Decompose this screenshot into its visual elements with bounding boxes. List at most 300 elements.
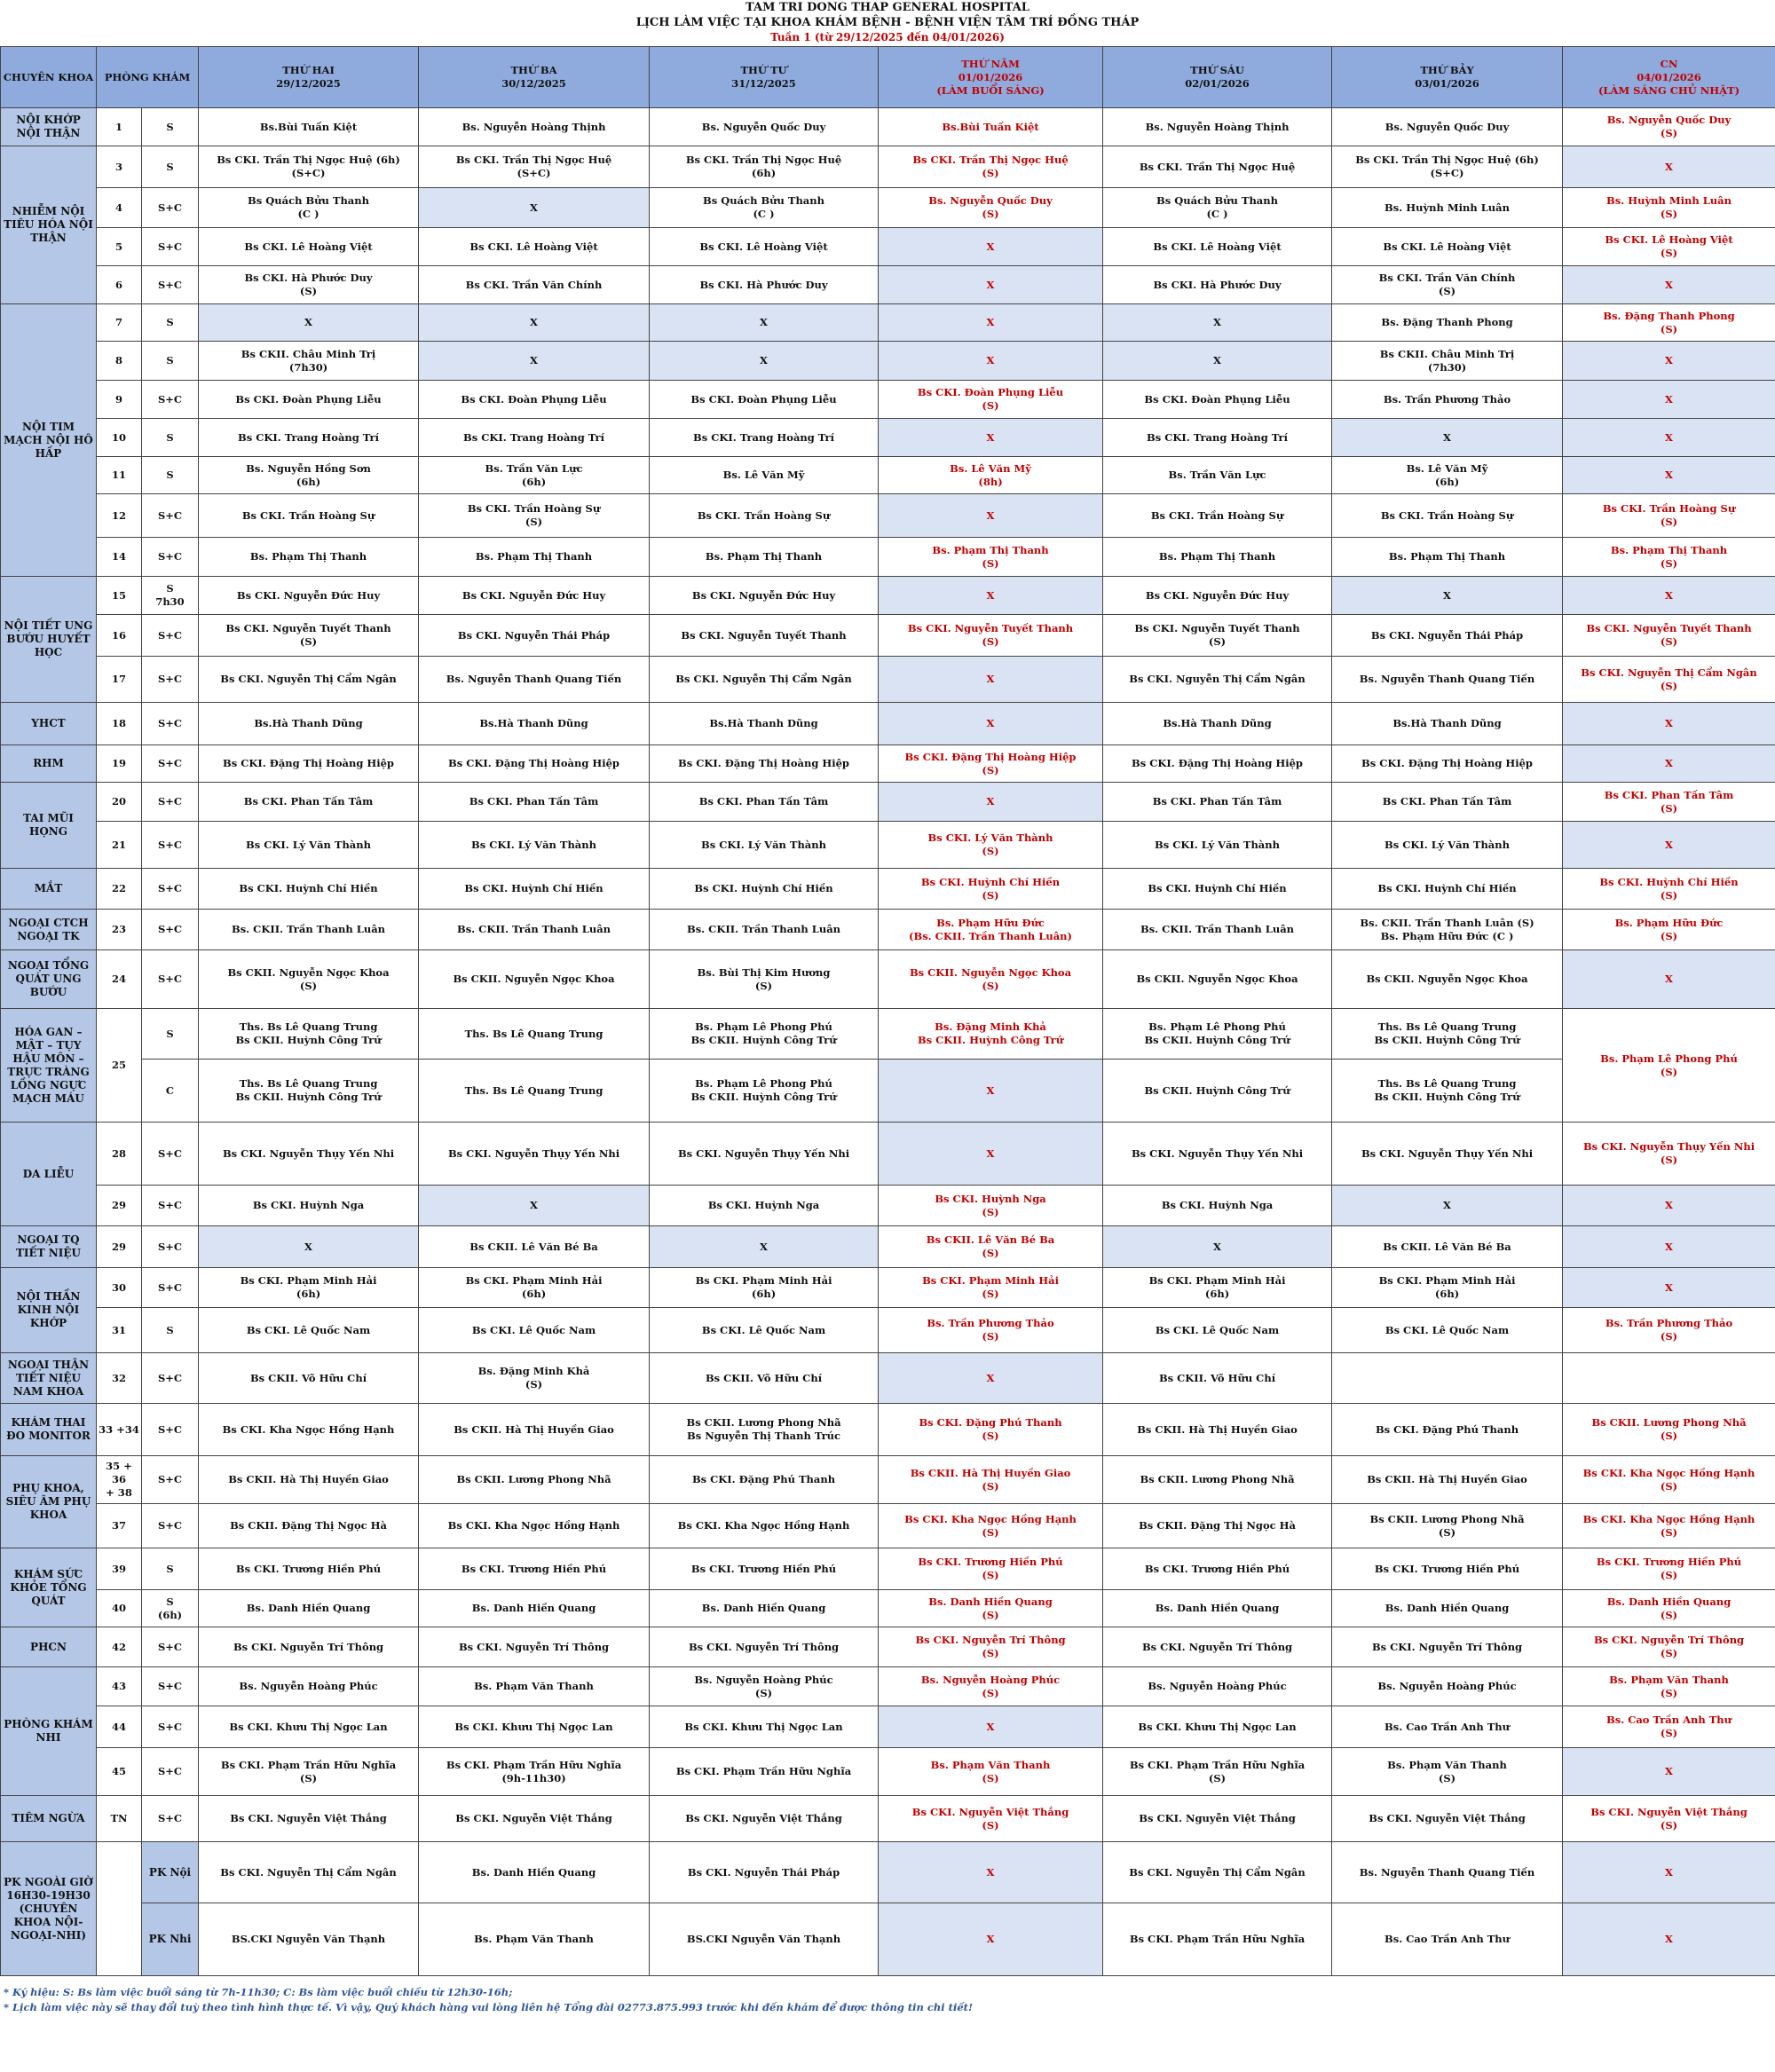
- doctor-cell: Bs CKI. Phạm Trần Hữu Nghĩa: [1103, 1903, 1332, 1976]
- shift-cell: S+C: [142, 494, 199, 538]
- col-day-2: [650, 47, 879, 108]
- doctor-cell: Bs CKII. Hà Thị Huyền Giao: [1332, 1456, 1563, 1504]
- doctor-cell: Bs CKI. Lê Quốc Nam: [199, 1308, 419, 1353]
- doctor-cell: Bs CKI. Kha Ngọc Hồng Hạnh (S): [1563, 1456, 1775, 1504]
- doctor-cell: Bs CKII. Lê Văn Bé Ba (S): [879, 1226, 1103, 1268]
- doctor-cell: Bs. CKII. Trần Thanh Luân: [199, 910, 419, 950]
- doctor-cell: Bs CKI. Trang Hoàng Trí: [199, 419, 419, 457]
- doctor-cell: Bs CKI. Huỳnh Chí Hiền: [1332, 869, 1563, 910]
- specialty-cell: PHỤ KHOA, SIÊU ÂM PHỤ KHOA: [1, 1456, 97, 1548]
- doctor-cell: Bs CKI. Trần Thị Ngọc Huệ (S+C): [419, 146, 650, 188]
- doctor-cell: Bs CKI. Phạm Minh Hải (6h): [199, 1268, 419, 1308]
- doctor-cell: Bs CKI. Khưu Thị Ngọc Lan: [650, 1706, 879, 1748]
- doctor-cell: Bs CKI. Nguyễn Thị Cẩm Ngân: [199, 657, 419, 703]
- doctor-cell: Bs. Phạm Thị Thanh: [419, 538, 650, 577]
- off-cell: X: [879, 703, 1103, 745]
- doctor-cell: Bs. Đặng Thanh Phong: [1332, 304, 1563, 342]
- shift-cell: S+C: [142, 1456, 199, 1504]
- room-cell: 45: [97, 1748, 142, 1796]
- off-cell: X: [1332, 1186, 1563, 1226]
- doctor-cell: Bs. Phạm Thị Thanh: [650, 538, 879, 577]
- doctor-cell: Bs. Trần Phương Thảo: [1332, 381, 1563, 419]
- doctor-cell: Ths. Bs Lê Quang Trung Bs CKII. Huỳnh Công Trứ: [1332, 1060, 1563, 1123]
- table-row: [1, 1226, 1775, 1268]
- shift-cell: S: [142, 304, 199, 342]
- day-name: THỨ TƯ: [740, 64, 787, 76]
- doctor-cell: Bs CKI. Trang Hoàng Trí: [650, 419, 879, 457]
- doctor-cell: Ths. Bs Lê Quang Trung Bs CKII. Huỳnh Công Trứ: [199, 1060, 419, 1123]
- room-cell: 3: [97, 146, 142, 188]
- doctor-cell: Bs. Nguyễn Thanh Quang Tiến: [419, 657, 650, 703]
- doctor-cell: Bs. Nguyễn Hồng Sơn (6h): [199, 457, 419, 494]
- off-cell: X: [1332, 577, 1563, 615]
- table-row: [1, 457, 1775, 494]
- shift-cell: S+C: [142, 910, 199, 950]
- doctor-cell: Bs CKII. Lương Phong Nhã (S): [1563, 1404, 1775, 1456]
- doctor-cell: Bs CKI. Nguyễn Thái Pháp: [650, 1842, 879, 1903]
- doctor-cell: Bs. Huỳnh Minh Luân: [1332, 188, 1563, 228]
- doctor-cell: Bs CKII. Lương Phong Nhã: [1103, 1456, 1332, 1504]
- doctor-cell: Bs CKI. Đặng Thị Hoàng Hiệp: [1332, 745, 1563, 783]
- doctor-cell: Bs. Phạm Văn Thanh: [419, 1667, 650, 1706]
- doctor-cell: Bs CKI. Phạm Trần Hữu Nghĩa (S): [199, 1748, 419, 1796]
- doctor-cell: Bs CKI. Lê Quốc Nam: [419, 1308, 650, 1353]
- off-cell: X: [419, 304, 650, 342]
- doctor-cell: Bs CKII. Nguyễn Ngọc Khoa (S): [199, 950, 419, 1009]
- doctor-cell: Bs. Danh Hiền Quang: [1103, 1590, 1332, 1627]
- shift-cell: S: [142, 108, 199, 146]
- doctor-cell: Bs CKI. Kha Ngọc Hồng Hạnh: [419, 1504, 650, 1548]
- doctor-cell: Bs CKI. Nguyễn Đức Huy: [419, 577, 650, 615]
- room-cell: 28: [97, 1123, 142, 1186]
- shift-cell: S+C: [142, 950, 199, 1009]
- day-date: 04/01/2026: [1637, 70, 1701, 83]
- page-header: [0, 0, 1775, 46]
- doctor-cell: Bs. Nguyễn Hoàng Thịnh: [1103, 108, 1332, 146]
- doctor-cell: Bs. Phạm Lê Phong Phú (S): [1563, 1009, 1775, 1123]
- doctor-cell: Bs CKI. Huỳnh Chí Hiền: [650, 869, 879, 910]
- table-row: [1, 228, 1775, 266]
- doctor-cell: Bs CKI. Trần Thị Ngọc Huệ: [1103, 146, 1332, 188]
- room-cell: 24: [97, 950, 142, 1009]
- doctor-cell: Bs CKI. Huỳnh Chí Hiền: [419, 869, 650, 910]
- doctor-cell: Bs CKI. Đặng Thị Hoàng Hiệp: [199, 745, 419, 783]
- col-day-5: [1332, 47, 1563, 108]
- schedule-table: [0, 46, 1775, 1976]
- doctor-cell: Bs. Nguyễn Hoàng Thịnh: [419, 108, 650, 146]
- doctor-cell: Bs CKI. Nguyễn Tuyết Thanh: [650, 615, 879, 657]
- legend-note: * Ký hiệu: S: Bs làm việc buổi sáng từ 7h-11h30; C: Bs làm việc buổi chiều từ 12h30-16h;: [4, 1986, 513, 1998]
- doctor-cell: Bs CKI. Nguyễn Thị Cẩm Ngân (S): [1563, 657, 1775, 703]
- doctor-cell: Bs CKI. Phạm Trần Hữu Nghĩa (9h-11h30): [419, 1748, 650, 1796]
- doctor-cell: Bs CKI. Lê Quốc Nam: [1103, 1308, 1332, 1353]
- specialty-cell: RHM: [1, 745, 97, 783]
- doctor-cell: Bs. Danh Hiền Quang (S): [1563, 1590, 1775, 1627]
- off-cell: X: [1563, 703, 1775, 745]
- off-cell: X: [879, 577, 1103, 615]
- doctor-cell: Bs.Hà Thanh Dũng: [199, 703, 419, 745]
- col-room: PHÒNG KHÁM: [97, 47, 199, 108]
- doctor-cell: Bs CKI. Nguyễn Trí Thông (S): [879, 1627, 1103, 1667]
- doctor-cell: Bs. Danh Hiền Quang: [199, 1590, 419, 1627]
- doctor-cell: Bs CKII. Hà Thị Huyền Giao: [199, 1456, 419, 1504]
- doctor-cell: BS.CKI Nguyễn Văn Thạnh: [650, 1903, 879, 1976]
- doctor-cell: Bs CKI. Phạm Trần Hữu Nghĩa (S): [1103, 1748, 1332, 1796]
- table-row: [1, 108, 1775, 146]
- off-cell: X: [879, 1706, 1103, 1748]
- footnotes: [0, 1976, 1775, 2015]
- room-cell: 7: [97, 304, 142, 342]
- header-row: [1, 47, 1775, 108]
- doctor-cell: Bs. Nguyễn Quốc Duy: [650, 108, 879, 146]
- doctor-cell: Bs CKI. Đoàn Phụng Liễu: [199, 381, 419, 419]
- doctor-cell: Bs CKI. Huỳnh Nga (S): [879, 1186, 1103, 1226]
- table-row: [1, 1060, 1775, 1123]
- shift-cell: S+C: [142, 1404, 199, 1456]
- off-cell: X: [879, 1353, 1103, 1404]
- off-cell: X: [879, 304, 1103, 342]
- doctor-cell: Bs. Phạm Thị Thanh: [1103, 538, 1332, 577]
- shift-cell: S+C: [142, 188, 199, 228]
- room-cell: 14: [97, 538, 142, 577]
- room-cell: 9: [97, 381, 142, 419]
- shift-cell: S: [142, 1308, 199, 1353]
- table-row: [1, 538, 1775, 577]
- doctor-cell: Bs CKI. Lý Văn Thành: [1103, 822, 1332, 869]
- specialty-cell: PHCN: [1, 1627, 97, 1667]
- table-row: [1, 494, 1775, 538]
- doctor-cell: Bs CKI. Đặng Thị Hoàng Hiệp (S): [879, 745, 1103, 783]
- doctor-cell: Bs CKI. Phạm Trần Hữu Nghĩa: [650, 1748, 879, 1796]
- doctor-cell: Bs. Phạm Lê Phong Phú Bs CKII. Huỳnh Công Trứ: [650, 1060, 879, 1123]
- table-row: [1, 1903, 1775, 1976]
- hospital-name: TAM TRI DONG THAP GENERAL HOSPITAL: [746, 1, 1030, 14]
- doctor-cell: Bs. CKII. Trần Thanh Luân (S) Bs. Phạm Hữu Đức (C ): [1332, 910, 1563, 950]
- doctor-cell: Bs CKI. Trần Hoàng Sự: [199, 494, 419, 538]
- room-cell: TN: [97, 1796, 142, 1842]
- specialty-cell: NỘI THẦN KINH NỘI KHỚP: [1, 1268, 97, 1353]
- doctor-cell: Bs CKI. Phan Tấn Tâm: [199, 783, 419, 822]
- doctor-cell: Bs CKII. Hà Thị Huyền Giao (S): [879, 1456, 1103, 1504]
- doctor-cell: Bs. Lê Văn Mỹ (6h): [1332, 457, 1563, 494]
- doctor-cell: Bs. Lê Văn Mỹ: [650, 457, 879, 494]
- room-cell: 11: [97, 457, 142, 494]
- doctor-cell: Bs CKI. Trương Hiền Phú (S): [1563, 1548, 1775, 1590]
- doctor-cell: Bs CKII. Huỳnh Công Trứ: [1103, 1060, 1332, 1123]
- doctor-cell: Bs. Phạm Thị Thanh (S): [879, 538, 1103, 577]
- off-cell: X: [1563, 1748, 1775, 1796]
- shift-cell: S: [142, 419, 199, 457]
- doctor-cell: Bs CKI. Đoàn Phụng Liễu (S): [879, 381, 1103, 419]
- doctor-cell: Bs CKII. Võ Hữu Chí: [199, 1353, 419, 1404]
- doctor-cell: Bs CKI. Trần Thị Ngọc Huệ (6h) (S+C): [1332, 146, 1563, 188]
- specialty-cell: TIÊM NGỪA: [1, 1796, 97, 1842]
- shift-cell: S+C: [142, 538, 199, 577]
- doctor-cell: Bs CKI. Nguyễn Thị Cẩm Ngân: [1103, 657, 1332, 703]
- doctor-cell: Bs CKII. Lương Phong Nhã: [419, 1456, 650, 1504]
- off-cell: X: [650, 342, 879, 381]
- off-cell: X: [879, 1842, 1103, 1903]
- doctor-cell: Bs. Phạm Thị Thanh (S): [1563, 538, 1775, 577]
- shift-cell: S+C: [142, 1353, 199, 1404]
- off-cell: X: [199, 1226, 419, 1268]
- day-date: 02/01/2026: [1185, 77, 1250, 90]
- doctor-cell: Bs CKI. Huỳnh Chí Hiền (S): [1563, 869, 1775, 910]
- doctor-cell: Bs CKI. Đặng Phú Thanh: [650, 1456, 879, 1504]
- table-row: [1, 1627, 1775, 1667]
- room-cell: 1: [97, 108, 142, 146]
- specialty-cell: DA LIỄU: [1, 1123, 97, 1226]
- doctor-cell: Bs. Danh Hiền Quang: [1332, 1590, 1563, 1627]
- room-cell: 42: [97, 1627, 142, 1667]
- doctor-cell: Bs. Danh Hiền Quang: [419, 1842, 650, 1903]
- doctor-cell: Bs CKI. Nguyễn Đức Huy: [199, 577, 419, 615]
- room-cell: 16: [97, 615, 142, 657]
- shift-cell: S+C: [142, 1504, 199, 1548]
- room-cell: 44: [97, 1706, 142, 1748]
- doctor-cell: Bs CKI. Trương Hiền Phú (S): [879, 1548, 1103, 1590]
- doctor-cell: Bs CKI. Nguyễn Thụy Yến Nhi: [650, 1123, 879, 1186]
- doctor-cell: Bs. Nguyễn Quốc Duy (S): [1563, 108, 1775, 146]
- table-row: [1, 783, 1775, 822]
- doctor-cell: Bs. Đặng Thanh Phong (S): [1563, 304, 1775, 342]
- specialty-cell: TAI MŨI HỌNG: [1, 783, 97, 869]
- shift-cell: S+C: [142, 703, 199, 745]
- shift-cell: S+C: [142, 869, 199, 910]
- week-range: Tuần 1 (từ 29/12/2025 đến 04/01/2026): [770, 31, 1005, 43]
- doctor-cell: Bs CKII. Châu Minh Trị (7h30): [199, 342, 419, 381]
- shift-cell: S+C: [142, 1627, 199, 1667]
- doctor-cell: Bs CKI. Hà Phước Duy (S): [199, 266, 419, 304]
- day-date: 30/12/2025: [501, 77, 566, 90]
- doctor-cell: Bs CKI. Trần Hoàng Sự: [650, 494, 879, 538]
- doctor-cell: Bs CKII. Châu Minh Trị (7h30): [1332, 342, 1563, 381]
- doctor-cell: Bs CKI. Nguyễn Thụy Yến Nhi: [1332, 1123, 1563, 1186]
- doctor-cell: Bs CKI. Nguyễn Tuyết Thanh (S): [199, 615, 419, 657]
- doctor-cell: Bs CKI. Đoàn Phụng Liễu: [650, 381, 879, 419]
- doctor-cell: Bs CKI. Trần Văn Chính: [419, 266, 650, 304]
- doctor-cell: Bs CKI. Nguyễn Việt Thắng: [199, 1796, 419, 1842]
- doctor-cell: Bs CKI. Đoàn Phụng Liễu: [419, 381, 650, 419]
- table-row: [1, 822, 1775, 869]
- off-cell: X: [1103, 342, 1332, 381]
- table-row: [1, 950, 1775, 1009]
- doctor-cell: Bs CKI. Trần Hoàng Sự: [1103, 494, 1332, 538]
- doctor-cell: Bs CKII. Đặng Thị Ngọc Hà: [1103, 1504, 1332, 1548]
- doctor-cell: Bs CKI. Nguyễn Thụy Yến Nhi: [419, 1123, 650, 1186]
- table-row: [1, 1404, 1775, 1456]
- doctor-cell: Bs CKI. Phạm Minh Hải (6h): [419, 1268, 650, 1308]
- doctor-cell: Bs. Đặng Minh Khả Bs CKII. Huỳnh Công Trứ: [879, 1009, 1103, 1060]
- off-cell: X: [879, 342, 1103, 381]
- doctor-cell: Bs CKII. Võ Hữu Chí: [1103, 1353, 1332, 1404]
- table-row: [1, 1548, 1775, 1590]
- shift-cell: C: [142, 1060, 199, 1123]
- doctor-cell: Bs CKI. Lê Hoàng Việt: [199, 228, 419, 266]
- doctor-cell: Bs CKI. Nguyễn Việt Thắng: [1332, 1796, 1563, 1842]
- room-cell: 22: [97, 869, 142, 910]
- doctor-cell: Bs CKI. Nguyễn Việt Thắng (S): [1563, 1796, 1775, 1842]
- table-row: [1, 266, 1775, 304]
- col-day-4: [1103, 47, 1332, 108]
- shift-cell: S (6h): [142, 1590, 199, 1627]
- col-day-3: [879, 47, 1103, 108]
- off-cell: X: [419, 1186, 650, 1226]
- doctor-cell: Bs. Phạm Văn Thanh: [419, 1903, 650, 1976]
- doctor-cell: Bs. Phạm Lê Phong Phú Bs CKII. Huỳnh Công Trứ: [650, 1009, 879, 1060]
- table-row: [1, 342, 1775, 381]
- doctor-cell: Ths. Bs Lê Quang Trung Bs CKII. Huỳnh Công Trứ: [1332, 1009, 1563, 1060]
- room-cell: 43: [97, 1667, 142, 1706]
- off-cell: X: [1563, 266, 1775, 304]
- doctor-cell: Bs CKI. Trần Hoàng Sự (S): [1563, 494, 1775, 538]
- doctor-cell: Bs. Huỳnh Minh Luân (S): [1563, 188, 1775, 228]
- doctor-cell: Bs CKI. Nguyễn Trí Thông: [1103, 1627, 1332, 1667]
- doctor-cell: Bs CKI. Nguyễn Trí Thông (S): [1563, 1627, 1775, 1667]
- table-row: [1, 1009, 1775, 1060]
- doctor-cell: Bs. Đặng Minh Khả (S): [419, 1353, 650, 1404]
- shift-cell: S: [142, 457, 199, 494]
- doctor-cell: Bs CKII. Hà Thị Huyền Giao: [419, 1404, 650, 1456]
- doctor-cell: Bs. Nguyễn Quốc Duy (S): [879, 188, 1103, 228]
- doctor-cell: Bs. Phạm Văn Thanh (S): [1563, 1667, 1775, 1706]
- doctor-cell: Bs.Bùi Tuấn Kiệt: [879, 108, 1103, 146]
- doctor-cell: Bs CKI. Nguyễn Thái Pháp: [1332, 615, 1563, 657]
- shift-cell: S 7h30: [142, 577, 199, 615]
- specialty-cell: PHÒNG KHÁM NHI: [1, 1667, 97, 1796]
- table-row: [1, 1504, 1775, 1548]
- shift-cell: S+C: [142, 381, 199, 419]
- doctor-cell: Bs. Trần Phương Thảo (S): [1563, 1308, 1775, 1353]
- room-cell: [97, 1842, 142, 1976]
- doctor-cell: Ths. Bs Lê Quang Trung: [419, 1060, 650, 1123]
- off-cell: X: [879, 657, 1103, 703]
- room-cell: 40: [97, 1590, 142, 1627]
- room-cell: 23: [97, 910, 142, 950]
- doctor-cell: Bs CKI. Trần Hoàng Sự (S): [419, 494, 650, 538]
- doctor-cell: Bs CKI. Lê Hoàng Việt: [1103, 228, 1332, 266]
- off-cell: X: [879, 1123, 1103, 1186]
- room-cell: 31: [97, 1308, 142, 1353]
- doctor-cell: Bs CKI. Nguyễn Việt Thắng: [1103, 1796, 1332, 1842]
- specialty-cell: HÓA GAN – MẬT – TỤY HẬU MÔN – TRỰC TRÀNG LỒNG NGỰC MẠCH MÁU: [1, 1009, 97, 1123]
- doctor-cell: Bs.Hà Thanh Dũng: [1332, 703, 1563, 745]
- doctor-cell: Bs. Cao Trần Anh Thư: [1332, 1706, 1563, 1748]
- doctor-cell: Bs. CKII. Trần Thanh Luân: [650, 910, 879, 950]
- doctor-cell: Bs CKI. Trương Hiền Phú: [419, 1548, 650, 1590]
- room-cell: 21: [97, 822, 142, 869]
- doctor-cell: Bs CKI. Nguyễn Trí Thông: [199, 1627, 419, 1667]
- off-cell: X: [879, 783, 1103, 822]
- doctor-cell: Bs CKII. Hà Thị Huyền Giao: [1103, 1404, 1332, 1456]
- doctor-cell: Bs. Bùi Thị Kim Hương (S): [650, 950, 879, 1009]
- doctor-cell: Bs CKI. Nguyễn Tuyết Thanh (S): [879, 615, 1103, 657]
- table-row: [1, 1123, 1775, 1186]
- doctor-cell: Bs. Trần Văn Lực (6h): [419, 457, 650, 494]
- off-cell: X: [1563, 419, 1775, 457]
- doctor-cell: Bs Quách Bửu Thanh (C ): [199, 188, 419, 228]
- doctor-cell: Bs CKI. Kha Ngọc Hồng Hạnh (S): [1563, 1504, 1775, 1548]
- room-cell: 29: [97, 1226, 142, 1268]
- doctor-cell: Bs CKI. Nguyễn Trí Thông: [650, 1627, 879, 1667]
- shift-cell: S: [142, 1548, 199, 1590]
- specialty-cell: NHIỄM NỘI TIÊU HÓA NỘI THẬN: [1, 146, 97, 304]
- doctor-cell: Bs CKI. Huỳnh Chí Hiền: [199, 869, 419, 910]
- doctor-cell: Bs.Hà Thanh Dũng: [419, 703, 650, 745]
- doctor-cell: Bs.Hà Thanh Dũng: [1103, 703, 1332, 745]
- off-cell: X: [419, 342, 650, 381]
- contact-note: * Lịch làm việc này sẽ thay đổi tuỳ theo tình hình thực tế. Vì vậy, Quý khách hàng vui lòng liên hệ Tổng đài 02773.875.993 trước khi đến khám để được thông tin chi tiết!: [4, 2001, 974, 2013]
- shift-cell: S+C: [142, 1667, 199, 1706]
- room-cell: 15: [97, 577, 142, 615]
- doctor-cell: Bs CKI. Phan Tấn Tâm: [1332, 783, 1563, 822]
- doctor-cell: Bs CKI. Trần Văn Chính (S): [1332, 266, 1563, 304]
- doctor-cell: Bs CKII. Đặng Thị Ngọc Hà: [199, 1504, 419, 1548]
- off-cell: X: [1563, 822, 1775, 869]
- doctor-cell: Bs. Phạm Thị Thanh: [1332, 538, 1563, 577]
- specialty-cell: NGOẠI THẬN TIẾT NIỆU NAM KHOA: [1, 1353, 97, 1404]
- doctor-cell: Bs Quách Bửu Thanh (C ): [1103, 188, 1332, 228]
- doctor-cell: Bs. Cao Trần Anh Thư (S): [1563, 1706, 1775, 1748]
- clinic-cell: PK Nội: [142, 1842, 199, 1903]
- room-cell: 25: [97, 1009, 142, 1123]
- doctor-cell: Bs CKI. Huỳnh Nga: [199, 1186, 419, 1226]
- table-row: [1, 657, 1775, 703]
- doctor-cell: Bs CKI. Đặng Phú Thanh (S): [879, 1404, 1103, 1456]
- table-row: [1, 1706, 1775, 1748]
- table-row: [1, 188, 1775, 228]
- doctor-cell: Bs CKI. Trang Hoàng Trí: [419, 419, 650, 457]
- room-cell: 37: [97, 1504, 142, 1548]
- off-cell: X: [650, 304, 879, 342]
- specialty-cell: PK NGOÀI GIỜ 16H30-19H30 (CHUYÊN KHOA NỘI-NGOẠI-NHI): [1, 1842, 97, 1976]
- doctor-cell: Bs. Nguyễn Hoàng Phúc: [199, 1667, 419, 1706]
- doctor-cell: Bs CKI. Huỳnh Chí Hiền (S): [879, 869, 1103, 910]
- doctor-cell: Bs. CKII. Trần Thanh Luân: [419, 910, 650, 950]
- table-row: [1, 1353, 1775, 1404]
- doctor-cell: Bs. Nguyễn Hoàng Phúc: [1332, 1667, 1563, 1706]
- day-date: 29/12/2025: [276, 77, 341, 90]
- doctor-cell: Bs CKI. Trương Hiền Phú: [1103, 1548, 1332, 1590]
- col-specialty: CHUYÊN KHOA: [1, 47, 97, 108]
- off-cell: X: [199, 304, 419, 342]
- doctor-cell: Bs CKI. Nguyễn Thụy Yến Nhi: [199, 1123, 419, 1186]
- col-day-0: [199, 47, 419, 108]
- doctor-cell: Bs CKI. Nguyễn Thụy Yến Nhi (S): [1563, 1123, 1775, 1186]
- doctor-cell: Ths. Bs Lê Quang Trung: [419, 1009, 650, 1060]
- doctor-cell: Bs CKI. Nguyễn Trí Thông: [1332, 1627, 1563, 1667]
- doctor-cell: Bs CKI. Nguyễn Việt Thắng: [419, 1796, 650, 1842]
- doctor-cell: Bs CKII. Lương Phong Nhã (S): [1332, 1504, 1563, 1548]
- table-row: [1, 1667, 1775, 1706]
- col-day-1: [419, 47, 650, 108]
- room-cell: 33 +34: [97, 1404, 142, 1456]
- shift-cell: S+C: [142, 615, 199, 657]
- doctor-cell: Bs CKI. Đoàn Phụng Liễu: [1103, 381, 1332, 419]
- off-cell: X: [1563, 1842, 1775, 1903]
- doctor-cell: Bs CKI. Nguyễn Thái Pháp: [419, 615, 650, 657]
- doctor-cell: Bs CKII. Võ Hữu Chí: [650, 1353, 879, 1404]
- table-row: [1, 577, 1775, 615]
- doctor-cell: Bs CKI. Đặng Thị Hoàng Hiệp: [419, 745, 650, 783]
- doctor-cell: Bs CKI. Phạm Minh Hải (S): [879, 1268, 1103, 1308]
- table-row: [1, 615, 1775, 657]
- off-cell: X: [1563, 1903, 1775, 1976]
- doctor-cell: Bs CKI. Lê Hoàng Việt: [650, 228, 879, 266]
- off-cell: X: [1563, 457, 1775, 494]
- doctor-cell: [1332, 1353, 1563, 1404]
- doctor-cell: Bs. Cao Trần Anh Thư: [1332, 1903, 1563, 1976]
